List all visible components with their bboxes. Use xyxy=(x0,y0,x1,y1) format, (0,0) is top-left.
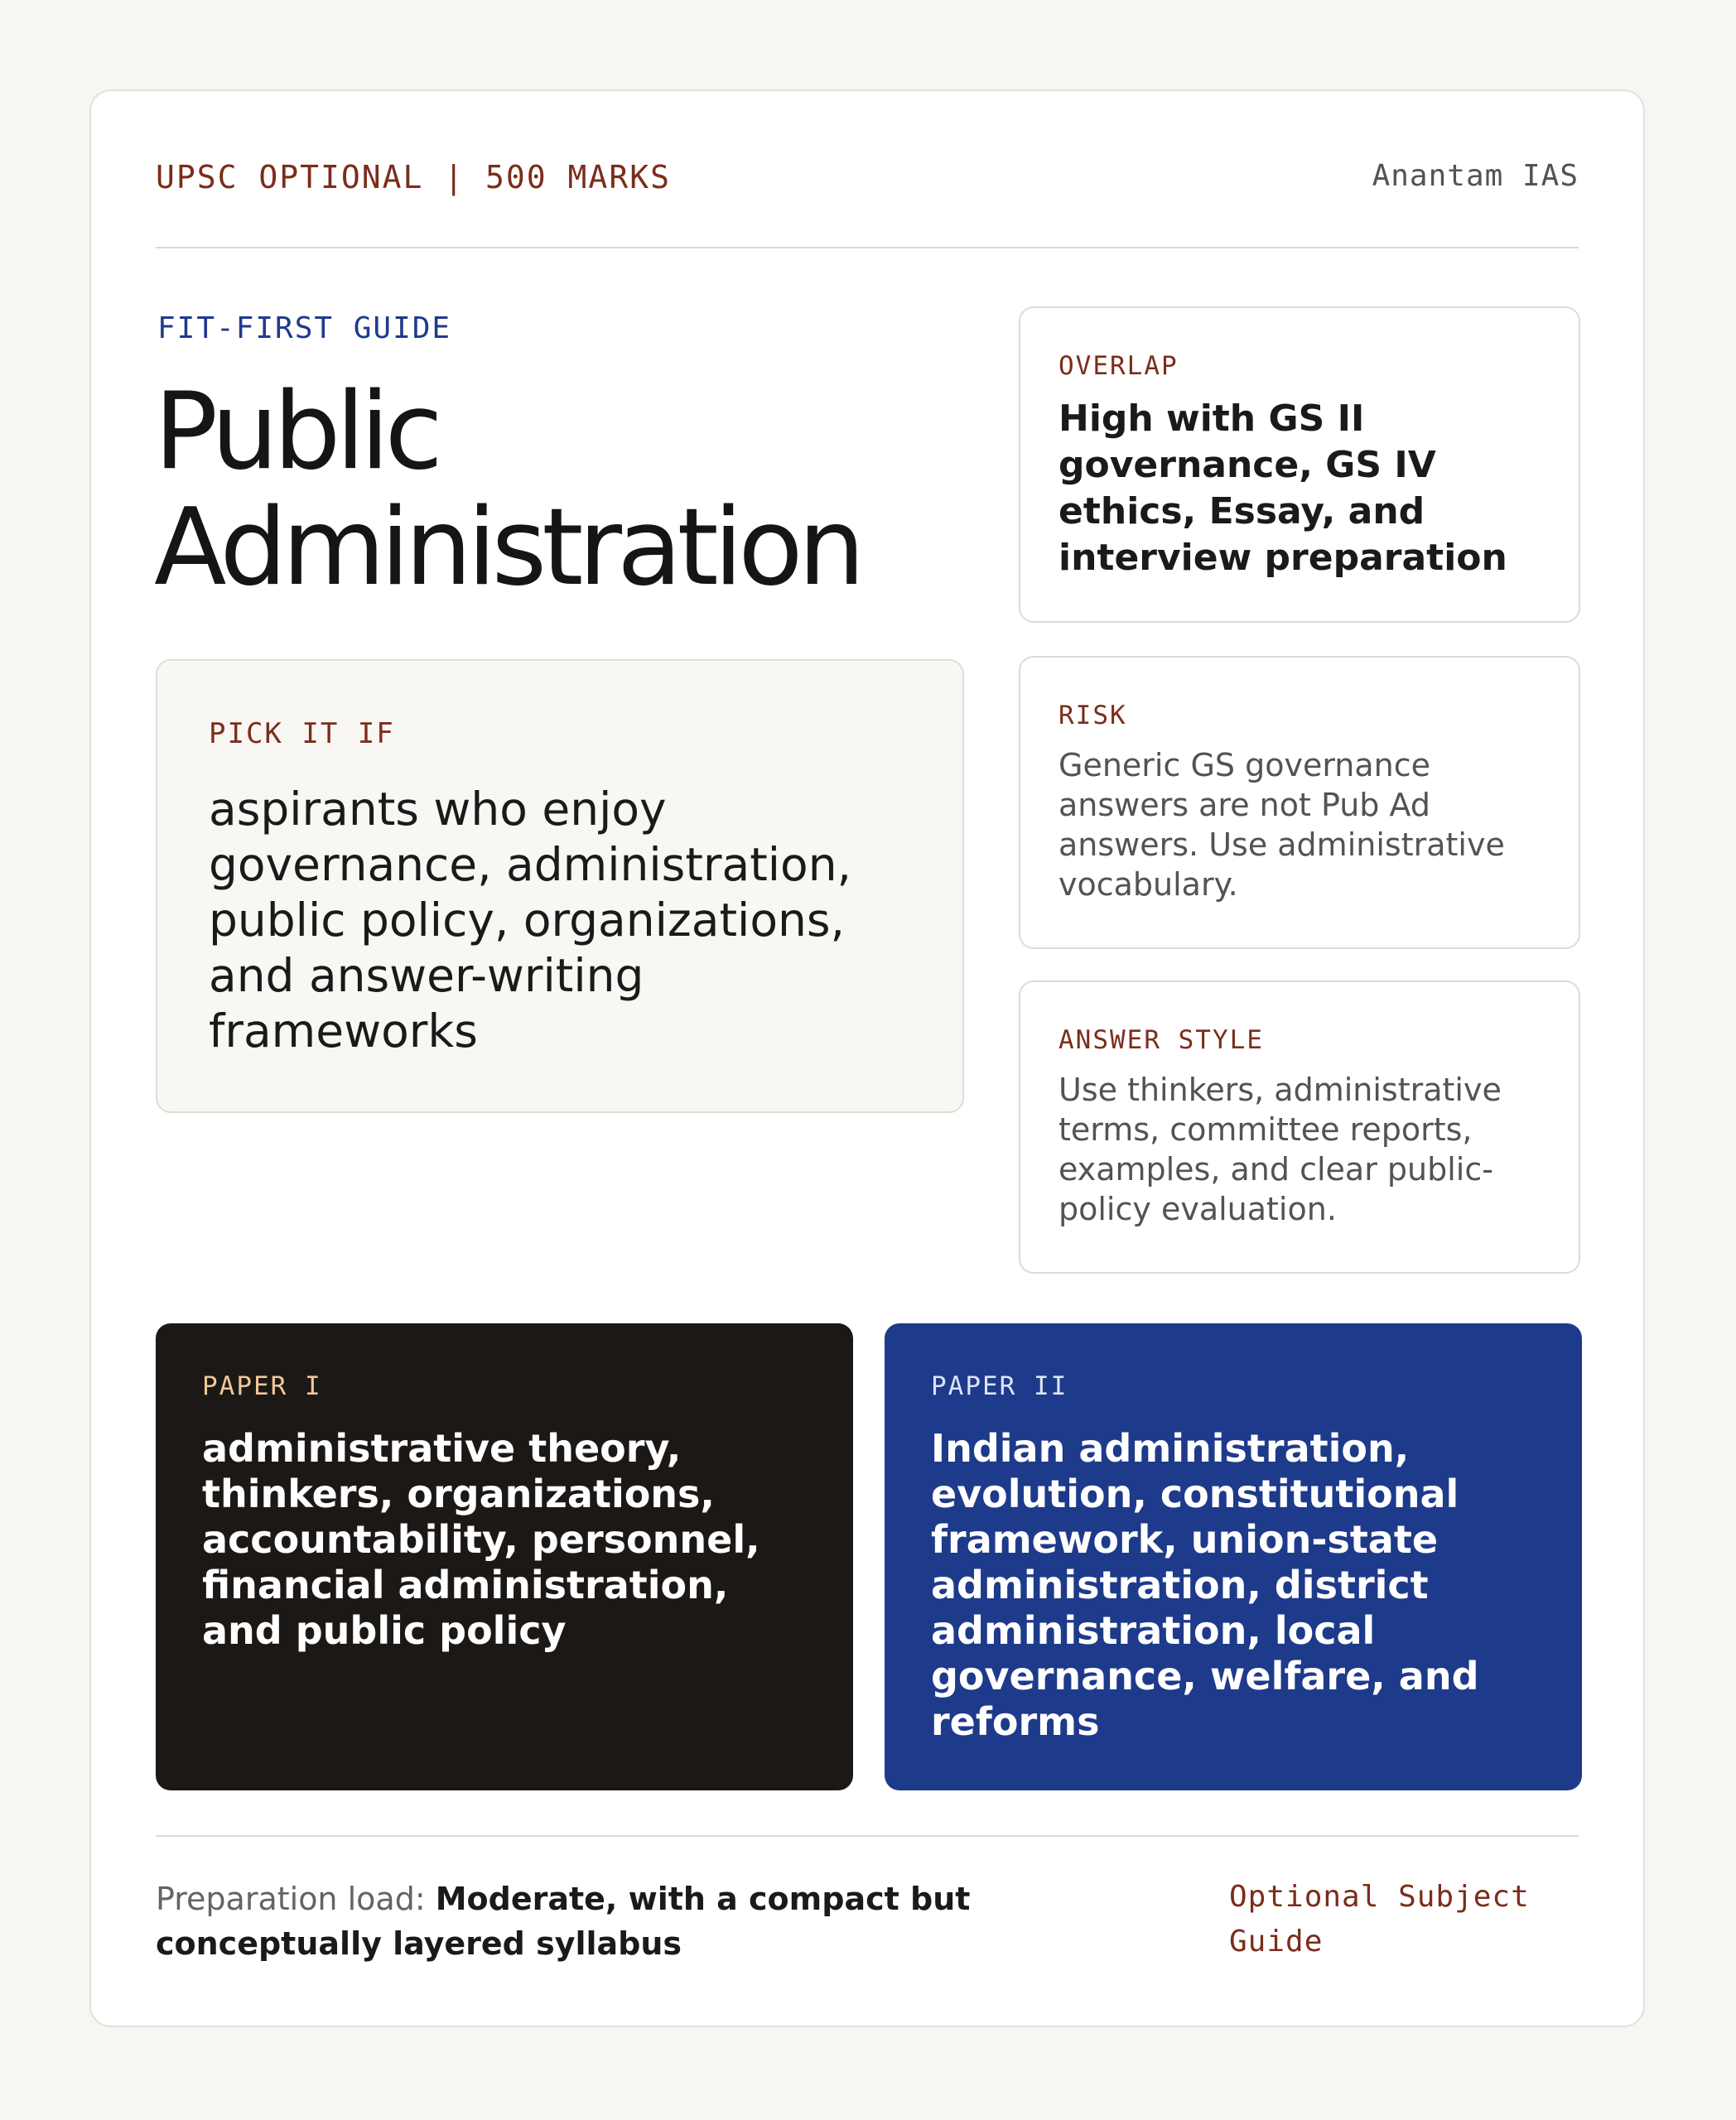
guide-eyebrow: FIT-FIRST GUIDE xyxy=(157,311,452,345)
paper-2-text: Indian administration, evolution, constitutional framework, union-state administration, district administration, local governance, welfare, and reforms xyxy=(931,1426,1479,1744)
page-title xyxy=(154,370,982,610)
risk-text: Generic GS governance answers are not Pub Ad answers. Use administrative vocabulary. xyxy=(1058,747,1505,903)
preparation-load-value: Moderate, with a compact but conceptually layered syllabus xyxy=(156,1881,971,1962)
guide-card xyxy=(89,89,1645,2027)
header-divider xyxy=(156,247,1579,248)
exam-tag: UPSC OPTIONAL | 500 MARKS xyxy=(156,159,671,195)
answer-style-label: ANSWER STYLE xyxy=(1058,1025,1264,1055)
paper-2-label: PAPER II xyxy=(931,1371,1068,1401)
risk-label: RISK xyxy=(1058,701,1127,730)
preparation-load xyxy=(156,1877,1183,1966)
preparation-load-label: Preparation load: xyxy=(156,1881,436,1917)
risk-box xyxy=(1019,656,1580,949)
pick-it-if-label: PICK IT IF xyxy=(209,717,395,750)
title-line-1: Public xyxy=(154,370,438,494)
answer-style-text: Use thinkers, administrative terms, committee reports, examples, and clear public-policy evaluation. xyxy=(1058,1072,1502,1227)
paper-2-card xyxy=(885,1323,1582,1790)
overlap-box xyxy=(1019,306,1580,623)
footer-divider xyxy=(156,1835,1579,1837)
title-line-2: Administration xyxy=(154,486,861,610)
paper-1-card xyxy=(156,1323,853,1790)
paper-1-label: PAPER I xyxy=(202,1371,322,1401)
brand-name: Anantam IAS xyxy=(1372,159,1579,193)
overlap-label: OVERLAP xyxy=(1058,351,1179,381)
overlap-text: High with GS II governance, GS IV ethics, Essay, and interview preparation xyxy=(1058,398,1507,579)
pick-it-if-text: aspirants who enjoy governance, administration, public policy, organizations, and answer-writing frameworks xyxy=(209,783,852,1058)
answer-style-box xyxy=(1019,980,1580,1274)
guide-type-label: Optional Subject Guide xyxy=(1229,1880,1530,1959)
paper-1-text: administrative theory, thinkers, organizations, accountability, personnel, financial administration, and public policy xyxy=(202,1426,760,1653)
pick-it-if-box xyxy=(156,659,964,1113)
